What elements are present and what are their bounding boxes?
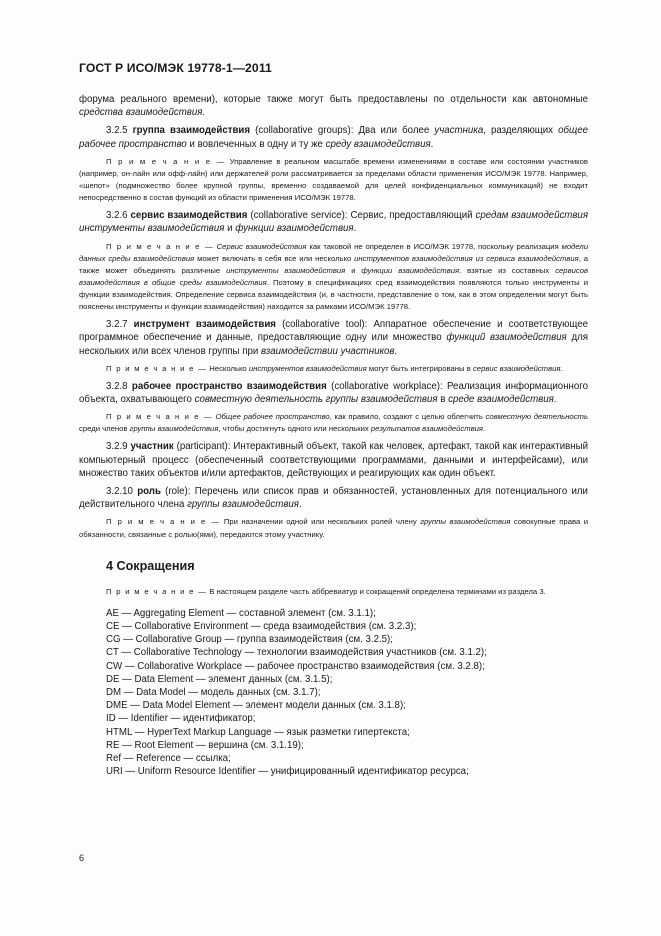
- term-3-2-5: 3.2.5 группа взаимодействия (collaborative groups): Два или более участника, разделяющих общее рабочее пространство и вовлеченных в одну и ту же среду взаимодействия.: [79, 125, 588, 150]
- list-item: RE — Root Element — вершина (см. 3.1.19);: [106, 739, 304, 751]
- list-item: CT — Collaborative Technology — технологии взаимодействия участников (см. 3.1.2);: [106, 647, 487, 659]
- page-number: 6: [79, 853, 85, 863]
- list-item: URI — Uniform Resource Identifier — унифицированный идентификатор ресурса;: [106, 766, 469, 778]
- term-3-2-8: 3.2.8 рабочее пространство взаимодействия (collaborative workplace): Реализация информационного объекта, охватывающего совместную дeятельность группы взаимодействия в среде взаимодействия.: [79, 380, 588, 406]
- section-heading: 4 Сокращения: [106, 558, 195, 573]
- intro-paragraph: форума реального времени), которые также могут быть предоставлены по отдельности как автономные средства взаимодействия.: [79, 94, 588, 119]
- note-3-2-5: П р и м е ч а н и е — Управление в реальном масштабе времени изменениями в составе или состоянии участников (например, он-лайн или офф-лайн) или держателей роли рассматривается за пределами области применения ИСО/МЭК 19778. Например, «шепот» (подмножество более крупной группы, временно создаваемой для целей конфиденциальных коммуникаций) не входит непосредственно в состав функций из области применения ИСО/МЭК 19778.: [79, 156, 588, 203]
- list-item: DM — Data Model — модель данных (см. 3.1.7);: [106, 686, 321, 698]
- note-3-2-7: П р и м е ч а н и е — Несколько инструментов взаимодействия могут быть интегрированы в сервис взаимодействия.: [106, 363, 563, 373]
- list-item: CG — Collaborative Group — группа взаимодействия (см. 3.2.5);: [106, 634, 393, 646]
- abbreviation-list: [106, 607, 588, 779]
- list-item: AE — Aggregating Element — составной элемент (см. 3.1.1);: [106, 607, 376, 619]
- term-3-2-7: 3.2.7 инструмент взаимодействия (collaborative tool): Аппаратное обеспечение и соответствующее программное обеспечение и данные, предоставляющие одну или множество функций взаимодействия для нескольких или всех членов группы при взаимодействии участников.: [79, 319, 589, 357]
- page-body: [79, 93, 588, 778]
- list-item: HTML — HyperText Markup Language — язык разметки гипертекста;: [106, 726, 410, 738]
- term-3-2-9: 3.2.9 участник (participant): Интерактивный объект, такой как человек, артефакт, такой как интерактивный компьютерный процесс (обеспеченный соответствующими программами, данными и интерфейсами), или множество таких объектов и/или артефактов, действующих и реагирующих как один объект.: [79, 441, 588, 479]
- note-3-2-6: П р и м е ч а н и е — Сервис взаимодействия как таковой не определен в ИСО/МЭК 19778, поскольку реализация модели данных среды взаимодействия может включать в себя все или несколько инструментов взаимодействия из сервиса взаимодействия, а также может объединять различные инструменты взаимодействия и функции взаимодействия. взятые из составных сервисов взаимодействия в общие среды взаимодействия. Поэтому в спецификациях сред взаимодействия появляются только инструменты и функции взаимодействия. Определение сервиса взаимодействия (и, в частности, представление о том, как в этом определении могут быть пояснены инструменты и функции взаимодействия) находится за рамками ИСО/МЭК 19778.: [79, 241, 589, 312]
- section-note: П р и м е ч а н и е — В настоящем разделе часть аббревиатур и сокращений определена терминами из раздела 3.: [106, 586, 546, 596]
- list-item: CW — Collaborative Workplace — рабочее пространство взаимодействия (см. 3.2.8);: [106, 660, 485, 672]
- note-3-2-8: П р и м е ч а н и е — Общее рабочее пространство, как правило, создают с целью облегчить совместную деятельность среди членов группы взаимодействия, чтобы достигнуть одного или нескольких результатов взаимодействия.: [79, 412, 589, 434]
- list-item: CE — Collaborative Environment — среда взаимодействия (см. 3.2.3);: [106, 620, 417, 632]
- note-3-2-10: П р и м е ч а н и е — При назначении одной или нескольких ролей члену группы взаимодействия совокупные права и обязанности, связанные с ролью(ями), передаются этому участнику.: [79, 517, 589, 539]
- term-3-2-6: 3.2.6 сервис взаимодействия (collaborative service): Сервис, предоставляющий средам взаимодействия инструменты взаимодействия и функции взаимодействия.: [79, 210, 588, 235]
- page-header: ГОСТ Р ИСО/МЭК 19778-1—2011: [79, 61, 272, 75]
- term-3-2-10: 3.2.10 роль (role): Перечень или список прав и обязанностей, установленных для потенциального или действительного члена группы взаимодействия.: [79, 486, 588, 511]
- list-item: ID — Identifier — идентификатор;: [106, 713, 256, 725]
- list-item: DME — Data Model Element — элемент модели данных (см. 3.1.8);: [106, 700, 406, 712]
- list-item: DE — Data Element — элемент данных (см. 3.1.5);: [106, 673, 333, 685]
- list-item: Ref — Reference — ссылка;: [106, 752, 231, 764]
